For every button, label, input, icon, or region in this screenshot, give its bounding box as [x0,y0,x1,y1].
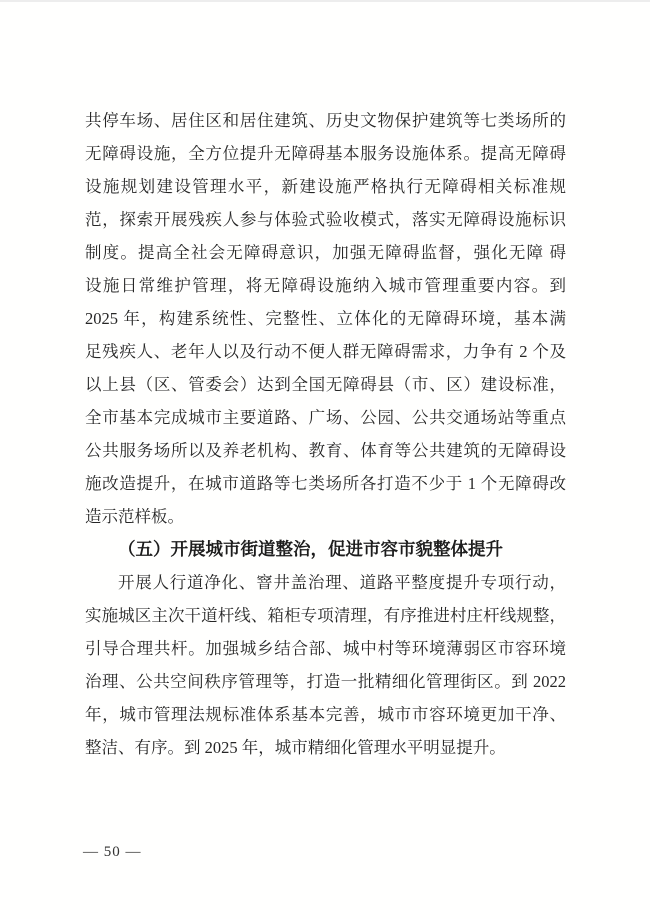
text-line: 共停车场、居住区和居住建筑、历史文物保护建筑等七类场所的 [85,111,566,130]
section-heading: （五）开展城市街道整治，促进市容市貌整体提升 [118,539,503,559]
paragraph-2 [85,566,566,764]
text-line: 引导合理共杆。加强城乡结合部、城中村等环境薄弱区市容环境 [85,639,566,658]
text-line: 设施日常维护管理，将无障碍设施纳入城市管理重要内容。到 [85,276,566,295]
text-line: 造示范样板。 [85,507,184,526]
text-line: 实施城区主次干道杆线、箱柜专项清理，有序推进村庄杆线规整， [85,606,566,625]
text-line: 2025 年，构建系统性、完整性、立体化的无障碍环境，基本满 [85,309,566,328]
text-line: 以上县（区、管委会）达到全国无障碍县（市、区）建设标准， [85,375,566,394]
text-line: 无障碍设施，全方位提升无障碍基本服务设施体系。提高无障碍 [85,144,566,163]
text-line: 治理、公共空间秩序管理等，打造一批精细化管理街区。到 2022 [85,672,566,691]
scan-edge-line [0,0,650,2]
text-line: 开展人行道净化、窨井盖治理、道路平整度提升专项行动， [118,573,566,592]
paragraph-1 [85,104,566,533]
text-line: 足残疾人、老年人以及行动不便人群无障碍需求，力争有 2 个及 [85,342,566,361]
text-line: 范，探索开展残疾人参与体验式验收模式，落实无障碍设施标识 [85,210,566,229]
text-line: 公共服务场所以及养老机构、教育、体育等公共建筑的无障碍设 [85,441,566,460]
text-line: 全市基本完成城市主要道路、广场、公园、公共交通场站等重点 [85,408,566,427]
text-line: 年，城市管理法规标准体系基本完善，城市市容环境更加干净、 [85,705,566,724]
text-line: 制度。提高全社会无障碍意识，加强无障碍监督，强化无障 碍 [85,243,566,262]
page-content [85,104,566,764]
text-line: 设施规划建设管理水平，新建设施严格执行无障碍相关标准规 [85,177,566,196]
text-line: 施改造提升，在城市道路等七类场所各打造不少于 1 个无障碍改 [85,474,566,493]
page-number: — 50 — [83,844,142,860]
text-line: 整洁、有序。到 2025 年，城市精细化管理水平明显提升。 [85,738,506,757]
